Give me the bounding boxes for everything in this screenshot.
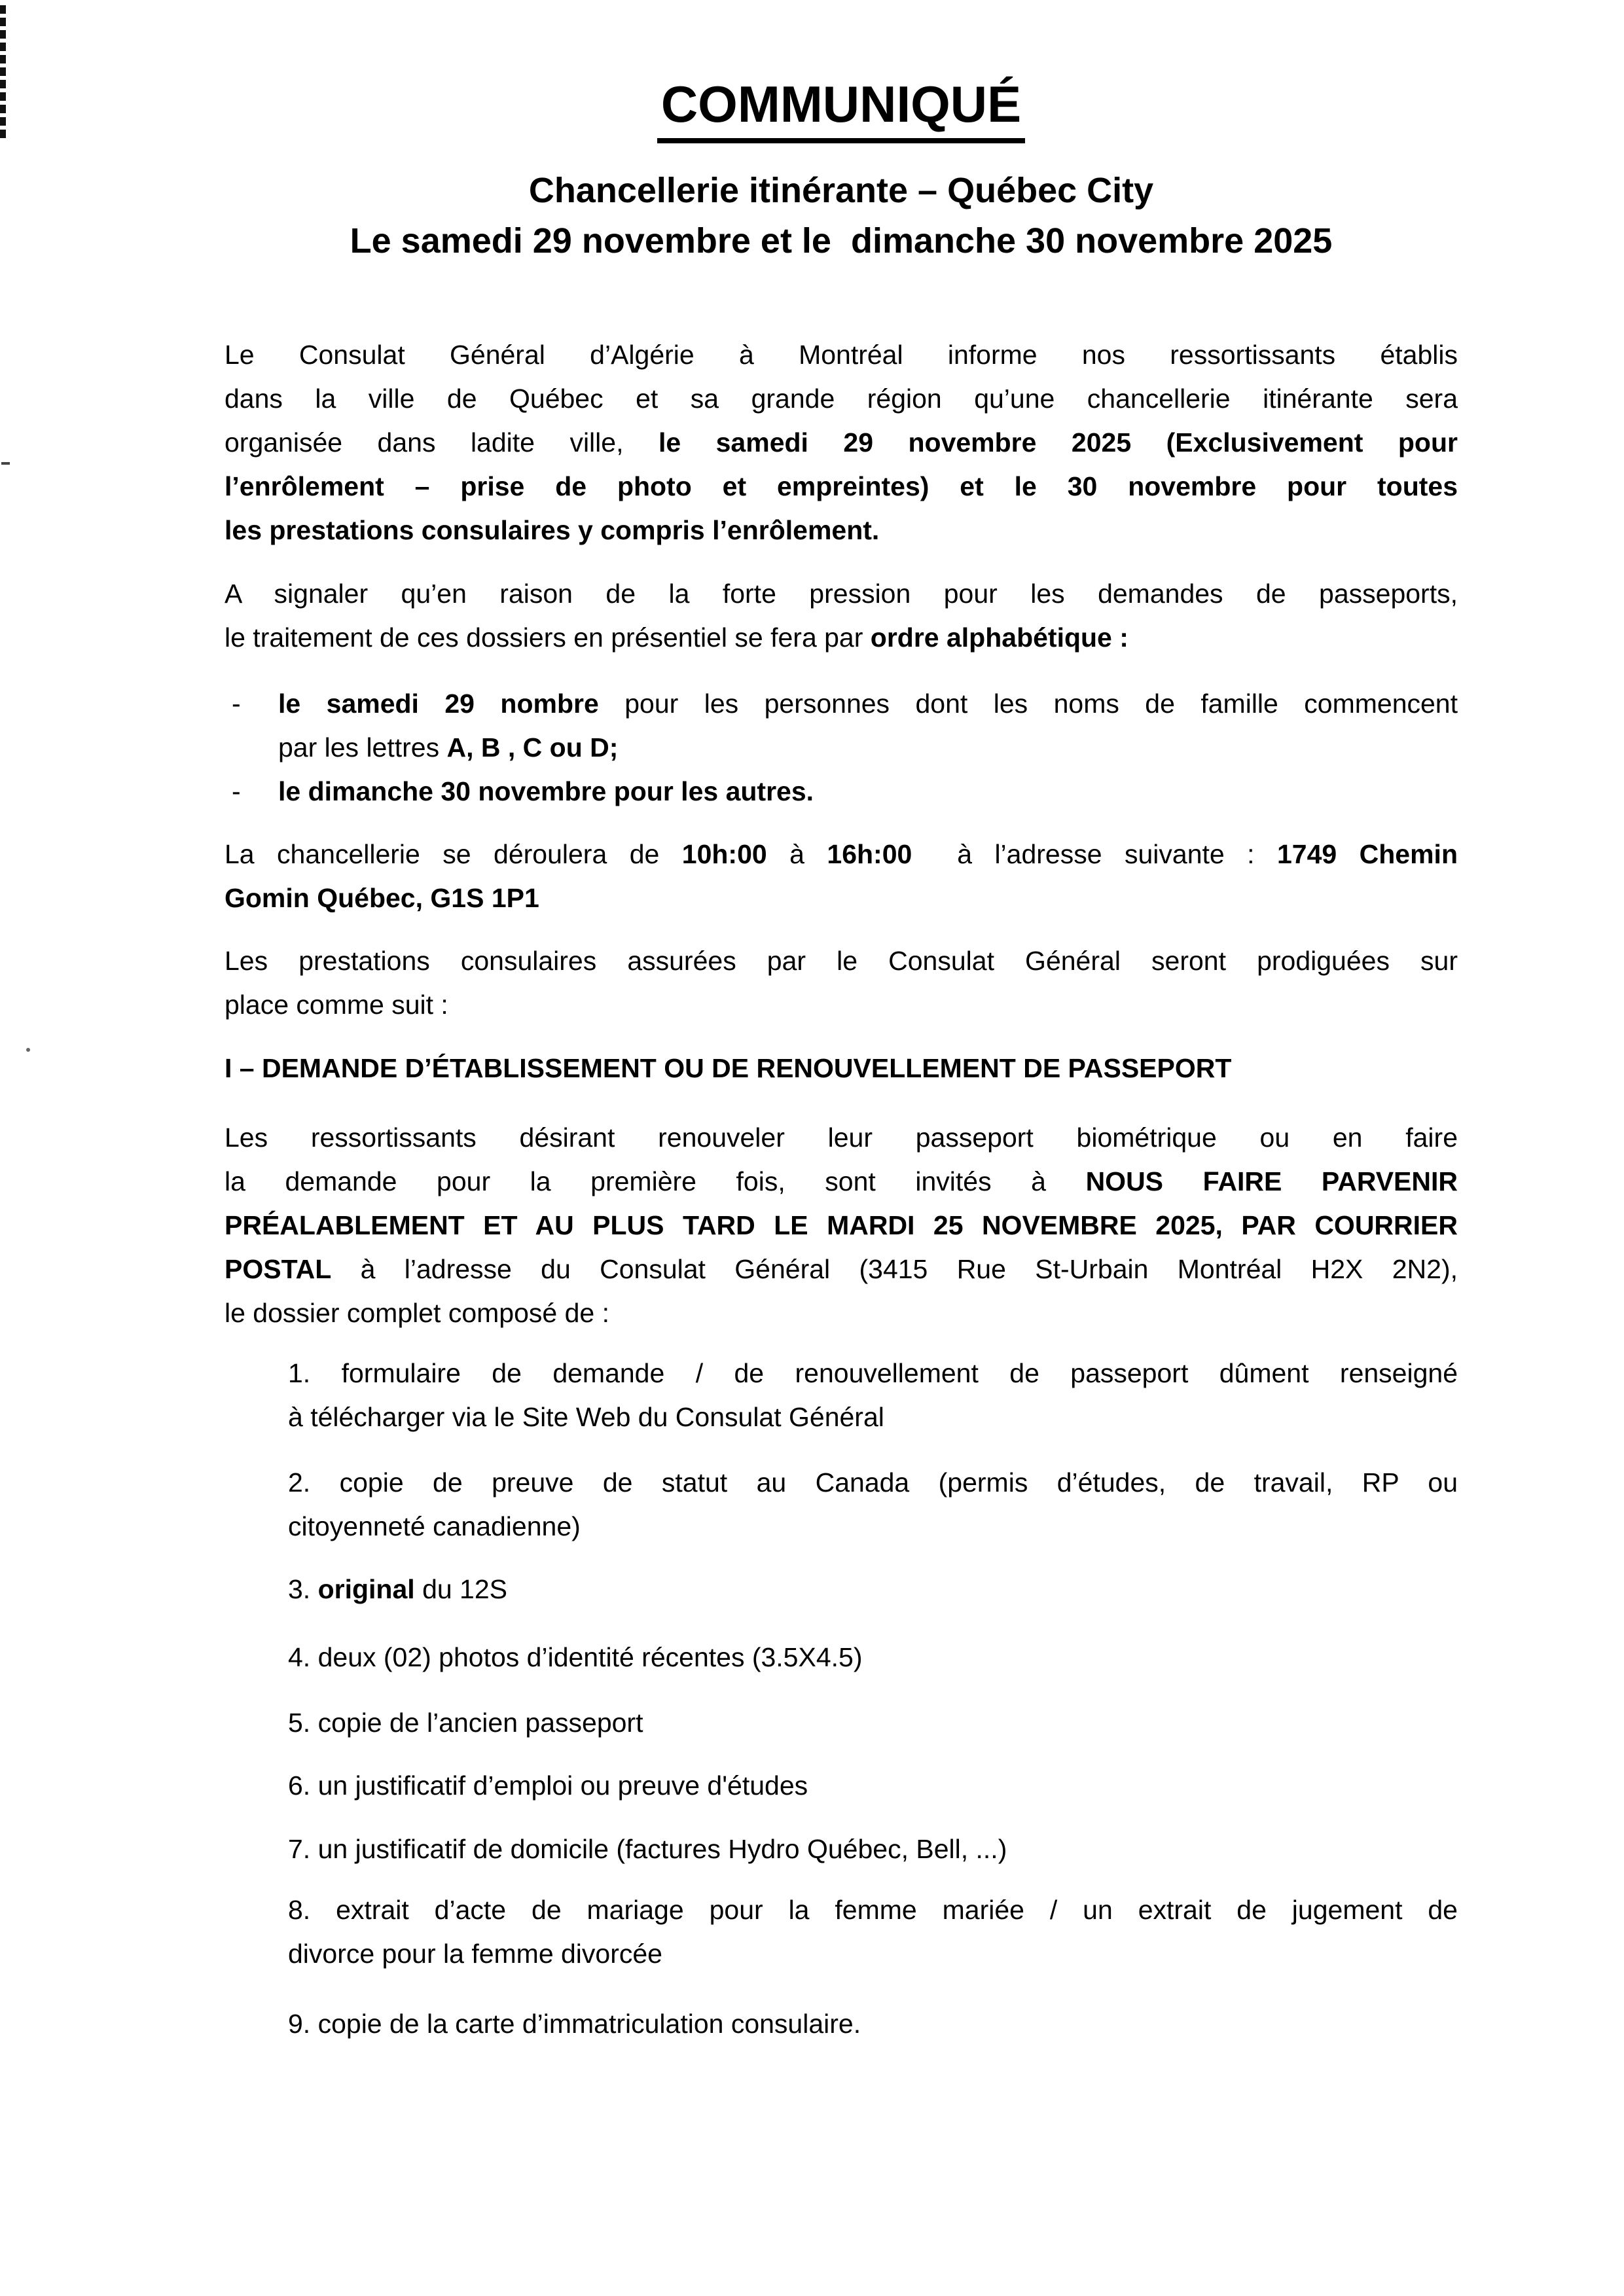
- alphabetical-order-paragraph: A signaler qu’en raison de la forte pression pour les demandes de passeports, le traitement de ces dossiers en présentiel se fera par ordre alphabétique :: [225, 579, 1458, 653]
- document-item-5-old-passport: 5. copie de l’ancien passeport: [288, 1708, 643, 1738]
- bullet-item-text: le samedi 29 nombre pour les personnes dont les noms de famille commencent par les lettres A, B , C ou D;: [278, 689, 1458, 762]
- bullet-item-sunday: [225, 770, 1458, 814]
- subtitle-dates: Le samedi 29 novembre et le dimanche 30 novembre 2025: [350, 221, 1333, 260]
- scan-artifact-edge-strip: [0, 5, 6, 141]
- document-item-4-photos: 4. deux (02) photos d’identité récentes (3.5X4.5): [288, 1642, 863, 1672]
- bullet-dash: -: [232, 776, 241, 806]
- subtitle-event: Chancellerie itinérante – Québec City: [528, 171, 1154, 210]
- schedule-address-paragraph: La chancellerie se déroulera de 10h:00 à 16h:00 à l’adresse suivante : 1749 Chemin Gomin Québec, G1S 1P1: [225, 839, 1458, 913]
- page-title-text: COMMUNIQUÉ: [657, 74, 1025, 143]
- document-item-2-status-proof: 2. copie de preuve de statut au Canada (permis d’études, de travail, RP ou citoyenneté canadienne): [288, 1467, 1458, 1541]
- scan-artifact-dash: [1, 462, 10, 465]
- section-1-heading: I – DEMANDE D’ÉTABLISSEMENT OU DE RENOUVELLEMENT DE PASSEPORT: [225, 1053, 1232, 1083]
- document-item-9-consular-card: 9. copie de la carte d’immatriculation consulaire.: [288, 2009, 861, 2039]
- services-paragraph: Les prestations consulaires assurées par le Consulat Général seront prodiguées sur place comme suit :: [225, 946, 1458, 1020]
- document-item-3-original-12s: 3. original du 12S: [288, 1574, 508, 1604]
- passport-renewal-paragraph: Les ressortissants désirant renouveler leur passeport biométrique ou en faire la demande pour la première fois, sont invités à NOUS FAIRE PARVENIR PRÉALABLEMENT ET AU PLUS TARD LE MARDI 25 NOVEMBRE 2025, PAR COURRIER POSTAL à l’adresse du Consulat Général (3415 Rue St-Urbain Montréal H2X 2N2), le dossier complet composé de :: [225, 1122, 1458, 1328]
- bullet-dash: -: [232, 689, 241, 719]
- bullet-item-text: le dimanche 30 novembre pour les autres.: [278, 776, 814, 806]
- page-title: [225, 74, 1458, 143]
- document-item-6-employment-proof: 6. un justificatif d’emploi ou preuve d'études: [288, 1770, 808, 1801]
- document-item-7-address-proof: 7. un justificatif de domicile (factures Hydro Québec, Bell, ...): [288, 1834, 1007, 1864]
- document-item-8-marriage-divorce: 8. extrait d’acte de mariage pour la femme mariée / un extrait de jugement de divorce pour la femme divorcée: [288, 1895, 1458, 1969]
- scan-artifact-dot: [26, 1048, 30, 1052]
- bullet-item-saturday: [225, 682, 1458, 770]
- document-item-1-form: 1. formulaire de demande / de renouvellement de passeport dûment renseigné à télécharger via le Site Web du Consulat Général: [288, 1358, 1458, 1432]
- schedule-bullet-list: [225, 682, 1458, 814]
- intro-paragraph: Le Consulat Général d’Algérie à Montréal informe nos ressortissants établis dans la ville de Québec et sa grande région qu’une chancellerie itinérante sera organisée dans ladite ville, le samedi 29 novembre 2025 (Exclusivement pour l’enrôlement – prise de photo et empreintes) et le 30 novembre pour toutes les prestations consulaires y compris l’enrôlement.: [225, 340, 1458, 545]
